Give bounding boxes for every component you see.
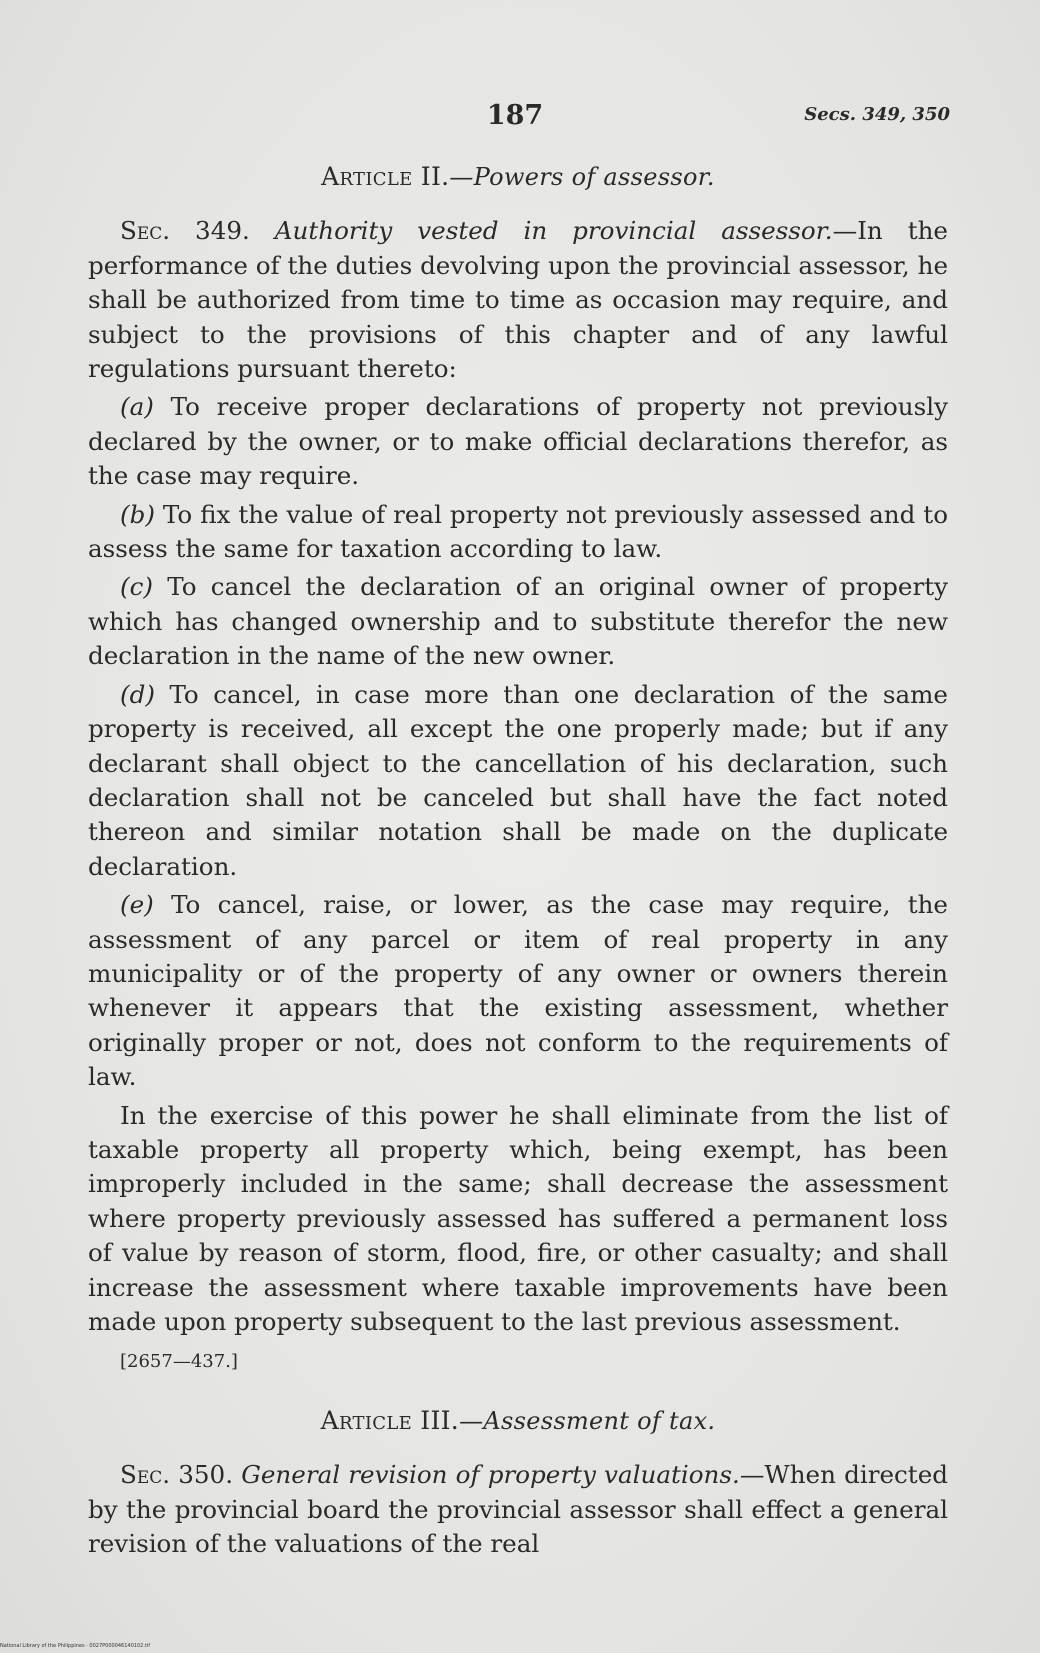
item-text: To receive proper declarations of property not previously declared by the owner, or to make official declarations therefor, as the case may require. <box>88 392 948 491</box>
section-title: Authority vested in provincial assessor. <box>274 216 833 246</box>
section-label: Sec. 350. <box>120 1460 234 1490</box>
item-letter: (c) <box>120 572 153 602</box>
closing-paragraph: In the exercise of this power he shall eliminate from the list of taxable property all property which, being exempt, has been improperly included in the same; shall decrease the assessment where property previously assessed has suffered a permanent loss of value by reason of storm, flood, fire, or other casualty; and shall increase the assessment where taxable improvements have been made upon property subsequent to the last previous assessment. <box>88 1100 948 1336</box>
item-text: To cancel, raise, or lower, as the case may require, the assessment of any parcel or item of real property in any municipality or of the property of any owner or owners therein whenever it appears that the existing assessment, whether originally proper or not, does not conform to the requirements of law. <box>88 890 948 1092</box>
article-label: Article III. <box>320 1405 460 1435</box>
section-text: —When directed by the provincial board the provincial assessor shall effect a general revision of the valuations of the real <box>88 1460 948 1559</box>
scan-footer: National Library of the Philippines · 0027P000046140102.tif <box>0 1643 151 1649</box>
item-letter: (b) <box>120 499 155 529</box>
item-text: To cancel, in case more than one declaration of the same property is received, all except the one properly made; but if any declarant shall object to the cancellation of his declaration, such declaration shall not be canceled but shall have the fact noted thereon and similar notation shall be made on the duplicate declaration. <box>88 679 948 881</box>
page-body <box>88 160 948 1561</box>
list-item <box>88 678 948 884</box>
article-heading <box>88 160 948 194</box>
list-item <box>88 498 948 567</box>
list-item <box>88 570 948 673</box>
section-reference: Secs. 349, 350 <box>804 104 950 125</box>
page-header <box>80 100 950 140</box>
section-intro: —In the performance of the duties devolving upon the provincial assessor, he shall be authorized from time to time as occasion may require, and subject to the provisions of this chapter and of any lawful regulations pursuant thereto: <box>88 216 948 384</box>
item-letter: (a) <box>120 392 154 422</box>
section-paragraph <box>88 1458 948 1561</box>
article-title: —Assessment of tax. <box>459 1406 716 1435</box>
item-letter: (d) <box>120 679 155 709</box>
section-label: Sec. 349. <box>120 216 250 246</box>
article-label: Article II. <box>321 162 450 191</box>
section-title: General revision of property valuations. <box>241 1460 740 1490</box>
list-item <box>88 888 948 1094</box>
article-heading <box>88 1404 948 1438</box>
page-number: 187 <box>486 100 544 131</box>
item-letter: (e) <box>120 890 154 920</box>
citation: [2657—437.] <box>120 1351 238 1373</box>
item-text: To cancel the declaration of an original owner of property which has changed ownership and to substitute therefor the new declaration in the name of the new owner. <box>88 572 948 671</box>
list-item <box>88 390 948 493</box>
item-text: To fix the value of real property not previously assessed and to assess the same for taxation according to law. <box>88 499 948 564</box>
article-title: —Powers of assessor. <box>449 163 715 191</box>
section-paragraph <box>88 214 948 386</box>
